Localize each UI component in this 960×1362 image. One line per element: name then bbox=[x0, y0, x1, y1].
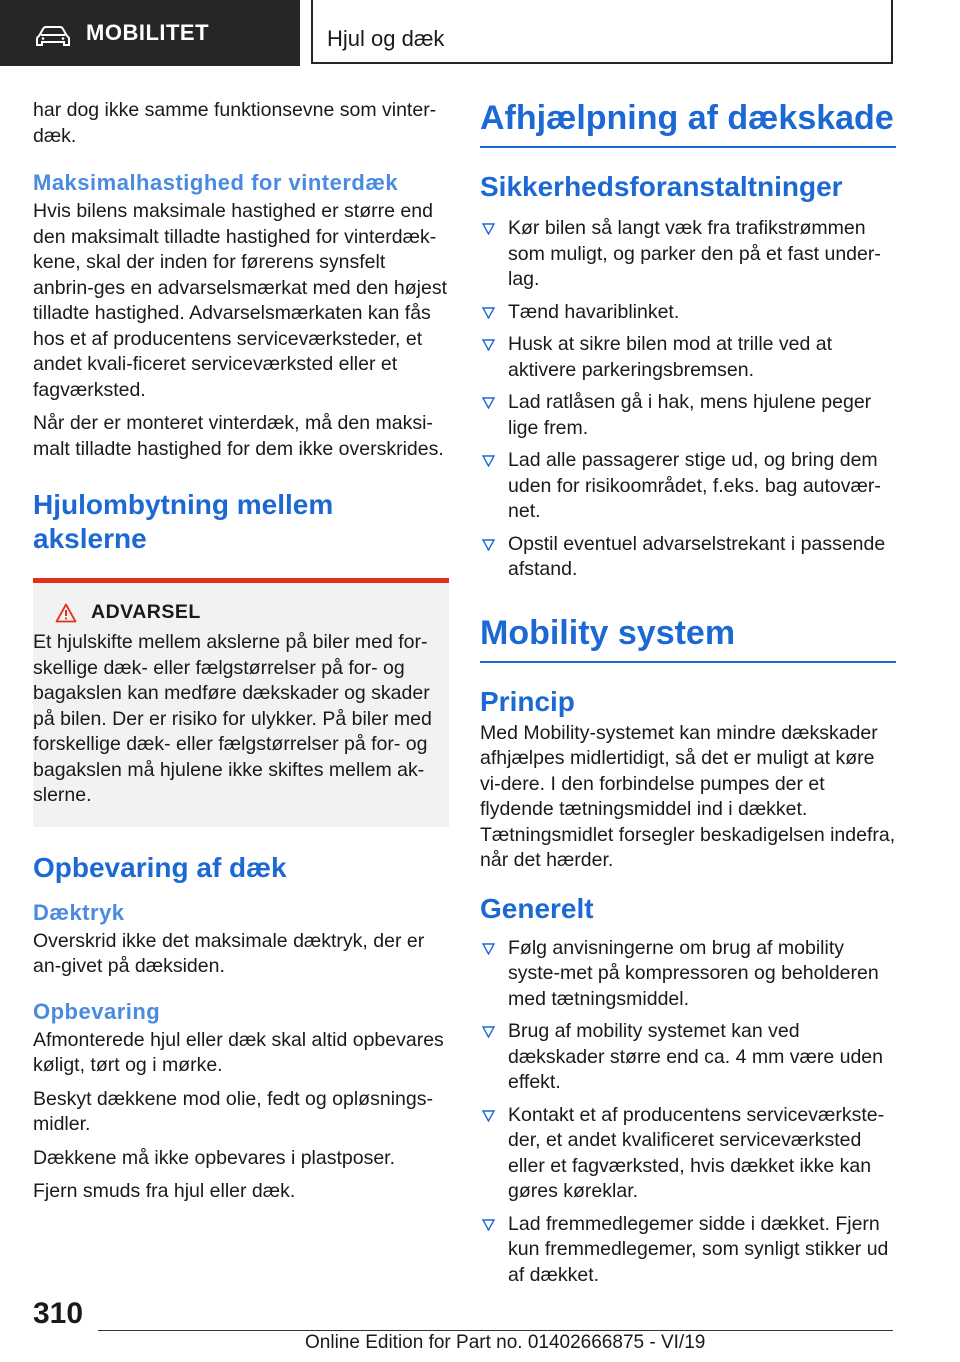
storing-text-2: Beskyt dækkene mod olie, fedt og opløsnings-midler. bbox=[33, 1087, 433, 1135]
list-item bbox=[480, 390, 896, 441]
list-item bbox=[480, 300, 896, 326]
bullet-triangle-icon bbox=[482, 223, 495, 235]
list-item-text: Kør bilen så langt væk fra trafikstrømmen som muligt, og parker den på et fast under-lag. bbox=[508, 217, 881, 290]
list-item bbox=[480, 1212, 896, 1289]
principle-text: Med Mobility-systemet kan mindre dækskader afhjælpes midlertidigt, så det er muligt at køre vi-dere. I den forbindelse pumpes der et flydende tætningsmiddel ind i dækket. Tætningsmidlet forsegler beskadigelsen indefra, når det hærder. bbox=[480, 721, 896, 871]
max-speed-text-1: Hvis bilens maksimale hastighed er større end den maksimalt tilladte hastighed for vinterdæk-kene, skal der inden for førerens synsfelt anbrin-ges en advarselsmærkat med den højest tilladte hastighed. Advarselsmærkaten kan fås hos et af producentens serviceværksteder, et andet kvali-ficeret serviceværksted eller et fagværksted. bbox=[33, 200, 448, 401]
wheel-swap-heading: Hjulombytning mellem akslerne bbox=[33, 489, 334, 554]
general-heading: Generelt bbox=[480, 892, 594, 924]
warning-box bbox=[33, 578, 449, 827]
bullet-triangle-icon bbox=[482, 307, 495, 319]
general-list bbox=[480, 936, 896, 1289]
list-item-text: Lad fremmedlegemer sidde i dækket. Fjern kun fremmedlegemer, som synligt stikker ud af dækket. bbox=[508, 1212, 889, 1286]
chapter-tab[interactable] bbox=[311, 0, 893, 64]
chapter-label: Hjul og dæk bbox=[327, 26, 445, 51]
list-item bbox=[480, 216, 896, 293]
left-column bbox=[33, 98, 449, 1213]
bullet-triangle-icon bbox=[482, 1219, 495, 1231]
max-speed-text-2: Når der er monteret vinterdæk, må den maksi-malt tilladte hastighed for dem ikke overskrides. bbox=[33, 412, 444, 460]
pressure-text: Overskrid ikke det maksimale dæktryk, der er an-givet på dæksiden. bbox=[33, 929, 425, 977]
list-item bbox=[480, 1103, 896, 1205]
warning-label: ADVARSEL bbox=[91, 601, 201, 623]
pressure-heading: Dæktryk bbox=[33, 899, 125, 925]
section-tab[interactable] bbox=[0, 0, 300, 66]
list-item bbox=[480, 1019, 896, 1096]
list-item bbox=[480, 332, 896, 383]
list-item-text: Følg anvisningerne om brug af mobility syste-met på kompressoren og beholderen med tætningsmiddel. bbox=[508, 936, 879, 1010]
principle-heading: Princip bbox=[480, 685, 575, 717]
bullet-triangle-icon bbox=[482, 1110, 495, 1122]
bullet-triangle-icon bbox=[482, 455, 495, 467]
edition-label: Online Edition for Part no. 01402666875 - VI/19 bbox=[305, 1332, 706, 1353]
intro-text: har dog ikke samme funktionsevne som vinter-dæk. bbox=[33, 99, 437, 147]
list-item bbox=[480, 936, 896, 1013]
bullet-triangle-icon bbox=[482, 539, 495, 551]
warning-triangle-icon bbox=[55, 603, 77, 623]
warning-text: Et hjulskifte mellem akslerne på biler med for-skellige dæk- eller fælgstørrelser på for- og bagakslen kan medføre dækskader og skader på bilen. Der er risiko for ulykker. På biler med forskellige dæk- eller fælgstørrelser på for- og bagakslen må hjulene ikke skiftes mellem ak-slerne. bbox=[33, 631, 432, 806]
bullet-triangle-icon bbox=[482, 1026, 495, 1038]
list-item-text: Lad alle passagerer stige ud, og bring dem uden for risikoområdet, f.eks. bag autovær-net. bbox=[508, 449, 881, 522]
list-item-text: Husk at sikre bilen mod at trille ved at aktivere parkeringsbremsen. bbox=[508, 333, 833, 381]
car-icon bbox=[36, 26, 70, 48]
safety-list bbox=[480, 216, 896, 583]
bullet-triangle-icon bbox=[482, 397, 495, 409]
list-item-text: Lad ratlåsen gå i hak, mens hjulene peger lige frem. bbox=[508, 391, 872, 439]
max-speed-heading: Maksimalhastighed for vinterdæk bbox=[33, 170, 399, 195]
page-number: 310 bbox=[33, 1297, 84, 1330]
list-item bbox=[480, 448, 896, 525]
warning-title bbox=[33, 601, 437, 624]
list-item-text: Tænd havariblinket. bbox=[508, 300, 680, 323]
storing-text-4: Fjern smuds fra hjul eller dæk. bbox=[33, 1180, 296, 1202]
section-label: MOBILITET bbox=[86, 20, 210, 45]
list-item-text: Opstil eventuel advarselstrekant i passende afstand. bbox=[508, 532, 886, 580]
mobility-heading: Mobility system bbox=[480, 613, 896, 663]
list-item-text: Brug af mobility systemet kan ved dækskader større end ca. 4 mm være uden effekt. bbox=[508, 1020, 883, 1093]
bullet-triangle-icon bbox=[482, 339, 495, 351]
safety-heading: Sikkerhedsforanstaltninger bbox=[480, 171, 843, 202]
right-column bbox=[480, 98, 896, 1295]
tire-damage-heading: Afhjælpning af dækskade bbox=[480, 98, 896, 148]
storing-heading: Opbevaring bbox=[33, 998, 161, 1024]
list-item bbox=[480, 532, 896, 583]
list-item-text: Kontakt et af producentens serviceværkste-der, et andet kvalificeret serviceværksted eller et fagværksted, hvis dækket ikke kan gøres køreklar. bbox=[508, 1103, 885, 1202]
footer-divider bbox=[98, 1330, 893, 1331]
bullet-triangle-icon bbox=[482, 943, 495, 955]
storing-text-3: Dækkene må ikke opbevares i plastposer. bbox=[33, 1146, 396, 1169]
page-header bbox=[0, 0, 960, 66]
storage-heading: Opbevaring af dæk bbox=[33, 851, 287, 883]
storing-text-1: Afmonterede hjul eller dæk skal altid opbevares køligt, tørt og i mørke. bbox=[33, 1028, 444, 1076]
